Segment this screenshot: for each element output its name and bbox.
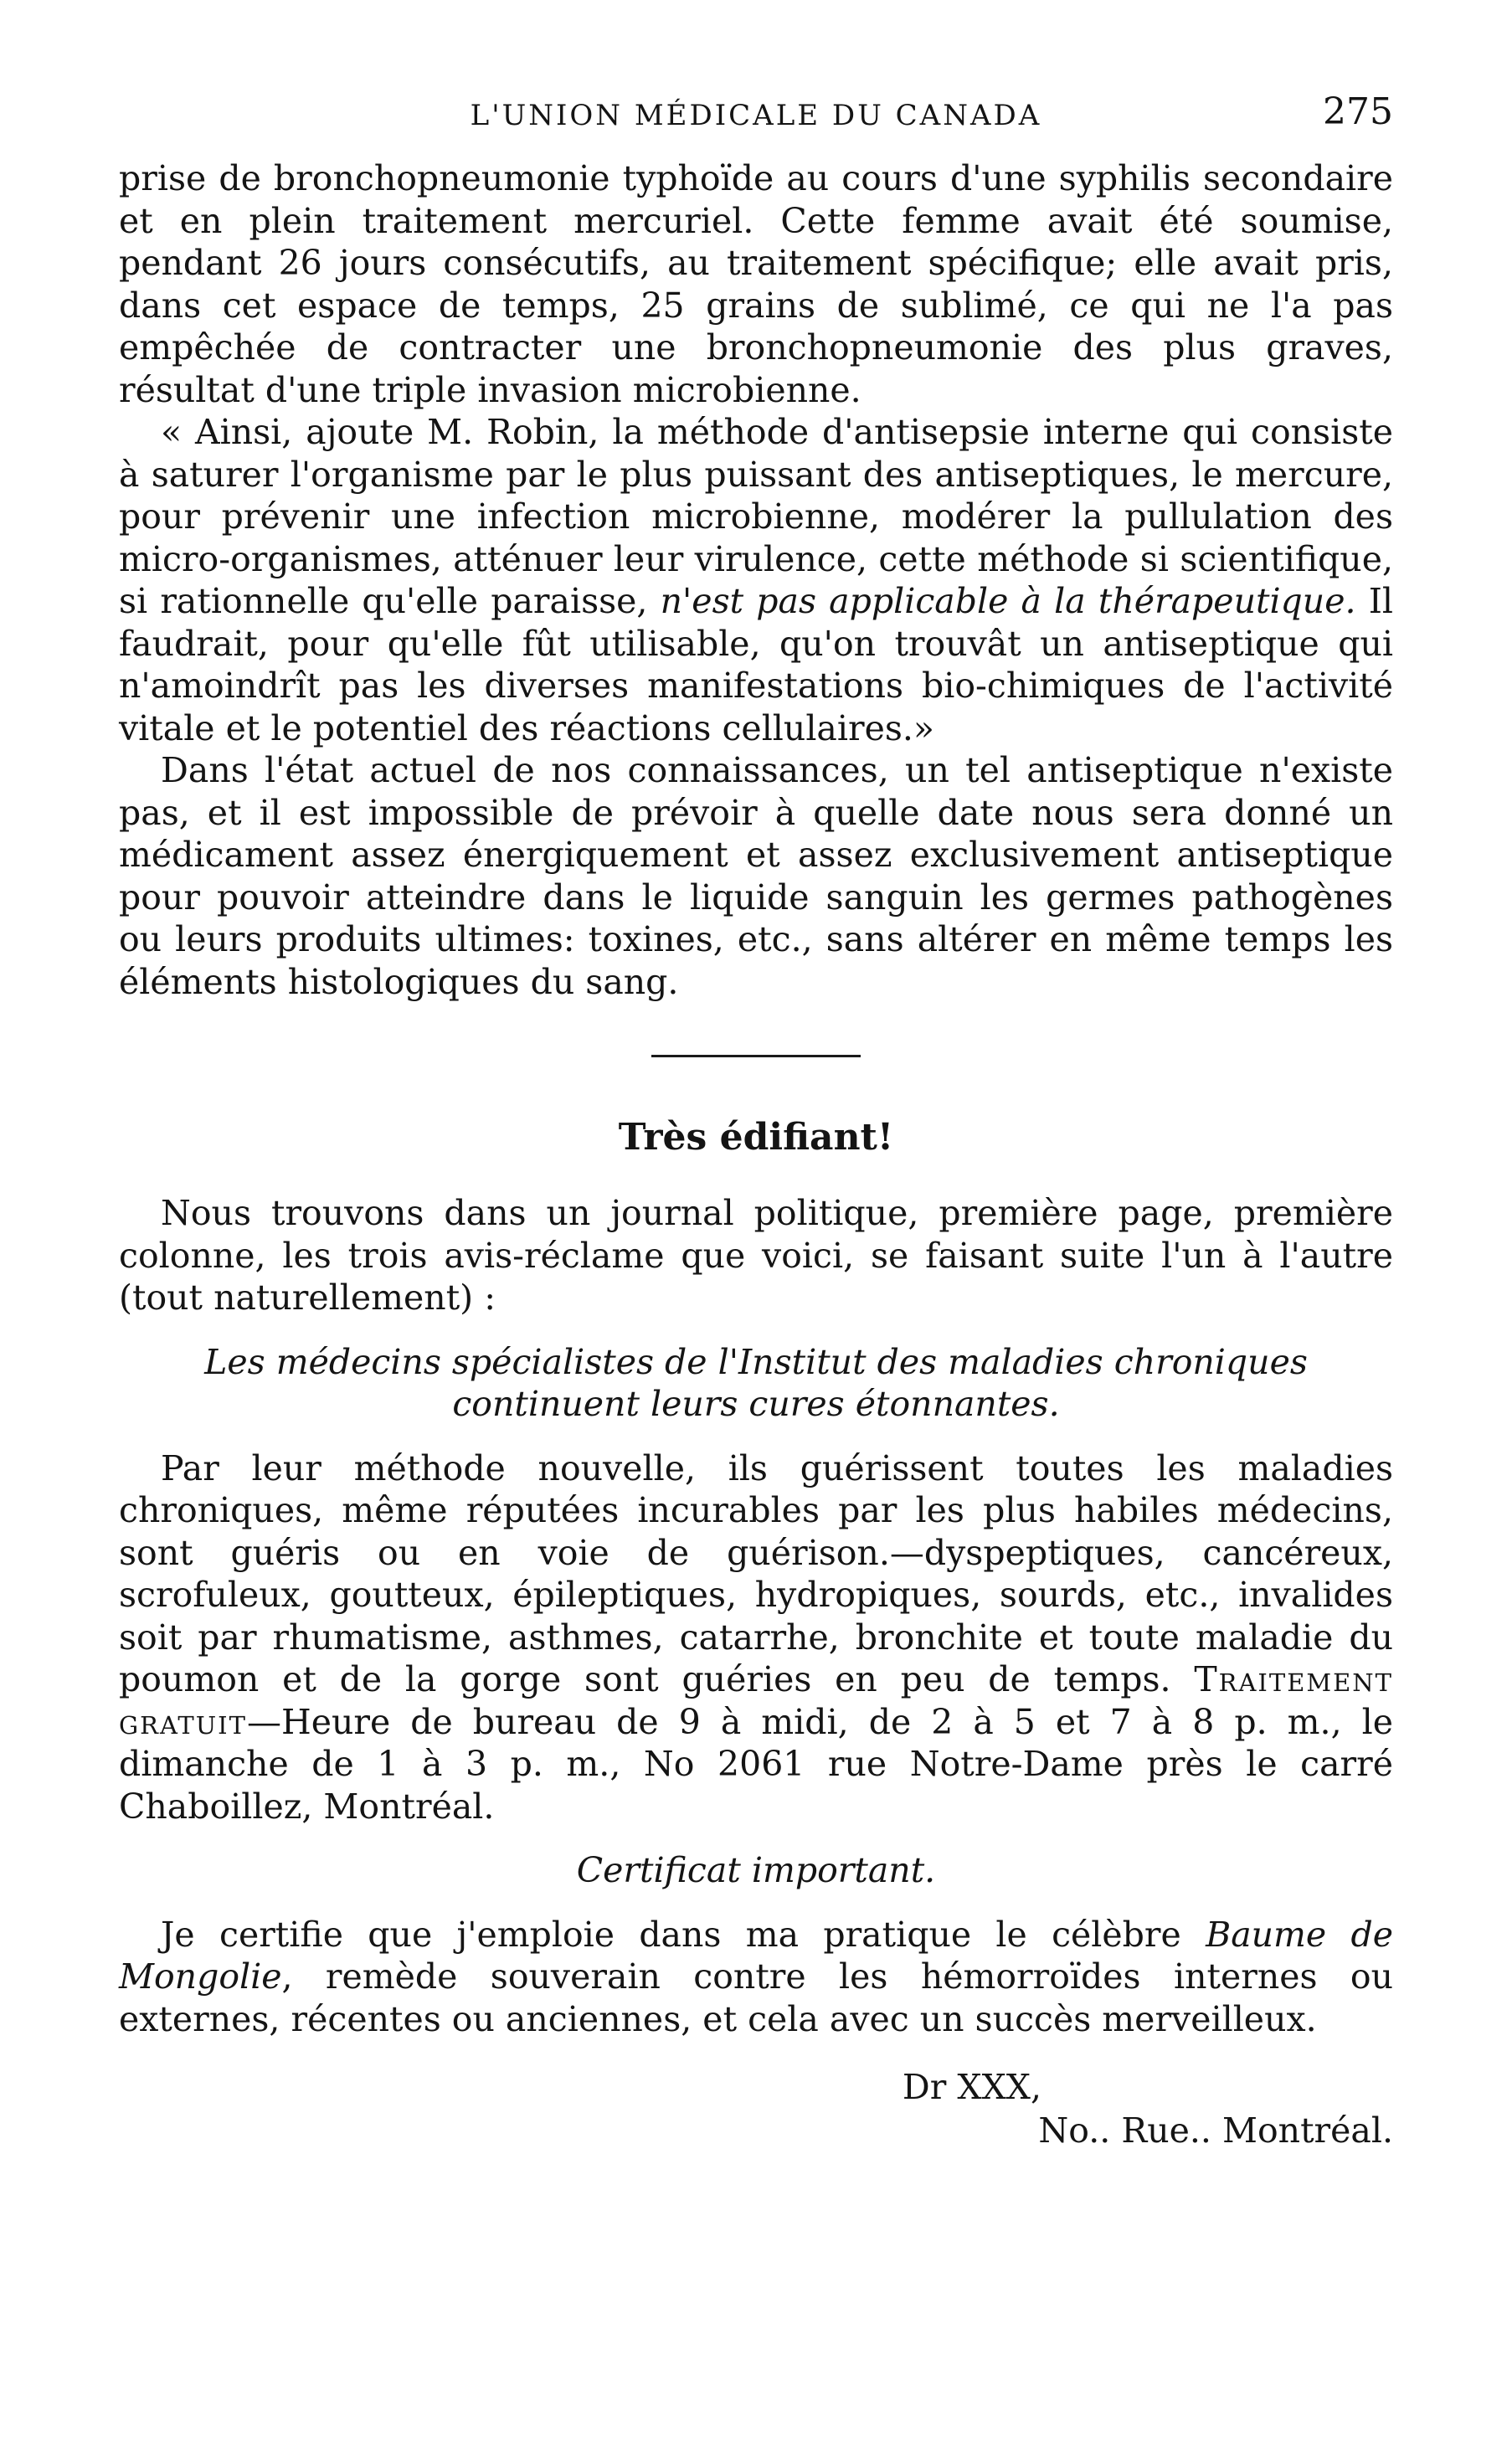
ad2-body-part-a: Je certifie que j'emploie dans ma pratique le célèbre <box>161 1914 1206 1955</box>
ad1-body <box>119 1447 1393 1828</box>
section-divider <box>651 1055 861 1057</box>
article-antisepsie <box>119 157 1393 1003</box>
page-number: 275 <box>1323 90 1393 133</box>
ad1-smallcaps: Traitement gratuit <box>119 1659 1393 1742</box>
page-header <box>119 90 1393 157</box>
journal-page <box>119 90 1393 2152</box>
section-title: Très édifiant! <box>618 1116 894 1159</box>
paragraph-2-part-a: « Ainsi, ajoute M. Robin, la méthode d'antisepsie interne qui consiste à saturer l'organisme par le plus puissant des antiseptiques, le mercure, pour prévenir une infection microbienne, modérer la pullulation des micro-organismes, atténuer leur virulence, cette méthode si scientifique, si rationnelle qu'elle paraisse, <box>119 412 1393 621</box>
paragraph-2-italic: n'est pas applicable à la thérapeutique. <box>660 581 1356 621</box>
running-title: L'UNION MÉDICALE DU CANADA <box>470 99 1042 132</box>
signature-name: Dr XXX, <box>902 2067 1041 2107</box>
paragraph-3: Dans l'état actuel de nos connaissances, un tel antiseptique n'existe pas, et il est impossible de prévoir à quelle date nous sera donné un médicament assez énergiquement et assez exclusivement antiseptique pour pouvoir atteindre dans le liquide sanguin les germes pathogènes ou leurs produits ultimes: toxines, etc., sans altérer en même temps les éléments histologiques du sang. <box>119 750 1393 1002</box>
intro-paragraph: Nous trouvons dans un journal politique, première page, première colonne, les trois avis-réclame que voici, se faisant suite l'un à l'autre (tout naturellement) : <box>119 1193 1393 1318</box>
ad1-body-part-a: Par leur méthode nouvelle, ils guérissent toutes les maladies chroniques, même réputées incurables par les plus habiles médecins, sont guéris ou en voie de guérison.—dyspeptiques, cancéreux, scrofuleux, goutteux, épileptiques, hydropiques, sourds, etc., invalides soit par rhumatisme, asthmes, catarrhe, bronchite et toute maladie du poumon et de la gorge sont guéries en peu de temps. <box>119 1447 1393 1699</box>
paragraph-1: prise de bronchopneumonie typhoïde au cours d'une syphilis secondaire et en plein traitement mercuriel. Cette femme avait été soumise, pendant 26 jours consécutifs, au traitement spécifique; elle avait pris, dans cet espace de temps, 25 grains de sublimé, ce qui ne l'a pas empêchée de contracter une bronchopneumonie des plus graves, résultat d'une triple invasion microbienne. <box>119 158 1393 410</box>
ad2-body-part-b: , remède souverain contre les hémorroïdes internes ou externes, récentes ou anciennes, et cela avec un succès merveilleux. <box>119 1956 1393 2039</box>
article-tres-edifiant <box>119 1116 1393 2152</box>
signature-address: No.. Rue.. Montréal. <box>1038 2110 1393 2151</box>
paragraph-2 <box>119 411 1393 749</box>
signature-block <box>119 2065 1393 2152</box>
paragraph-2-part-b: Il faudrait, pour qu'elle fût utilisable, qu'on trouvât un antiseptique qui n'amoindrît pas les diverses manifestations bio-chimiques de l'activité vitale et le potentiel des réactions cellulaires.» <box>119 581 1393 748</box>
ad2-body <box>119 1914 1393 2041</box>
ad1-body-part-b: —Heure de bureau de 9 à midi, de 2 à 5 et 7 à 8 p. m., le dimanche de 1 à 3 p. m., No 2061 rue Notre-Dame près le carré Chaboillez, Montréal. <box>119 1701 1393 1827</box>
ad2-italic: Baume de Mongolie <box>119 1914 1393 1997</box>
ad1-heading: Les médecins spécialistes de l'Institut des maladies chroniques continuent leurs cures étonnantes. <box>204 1341 1308 1424</box>
ad2-heading: Certificat important. <box>576 1850 936 1890</box>
